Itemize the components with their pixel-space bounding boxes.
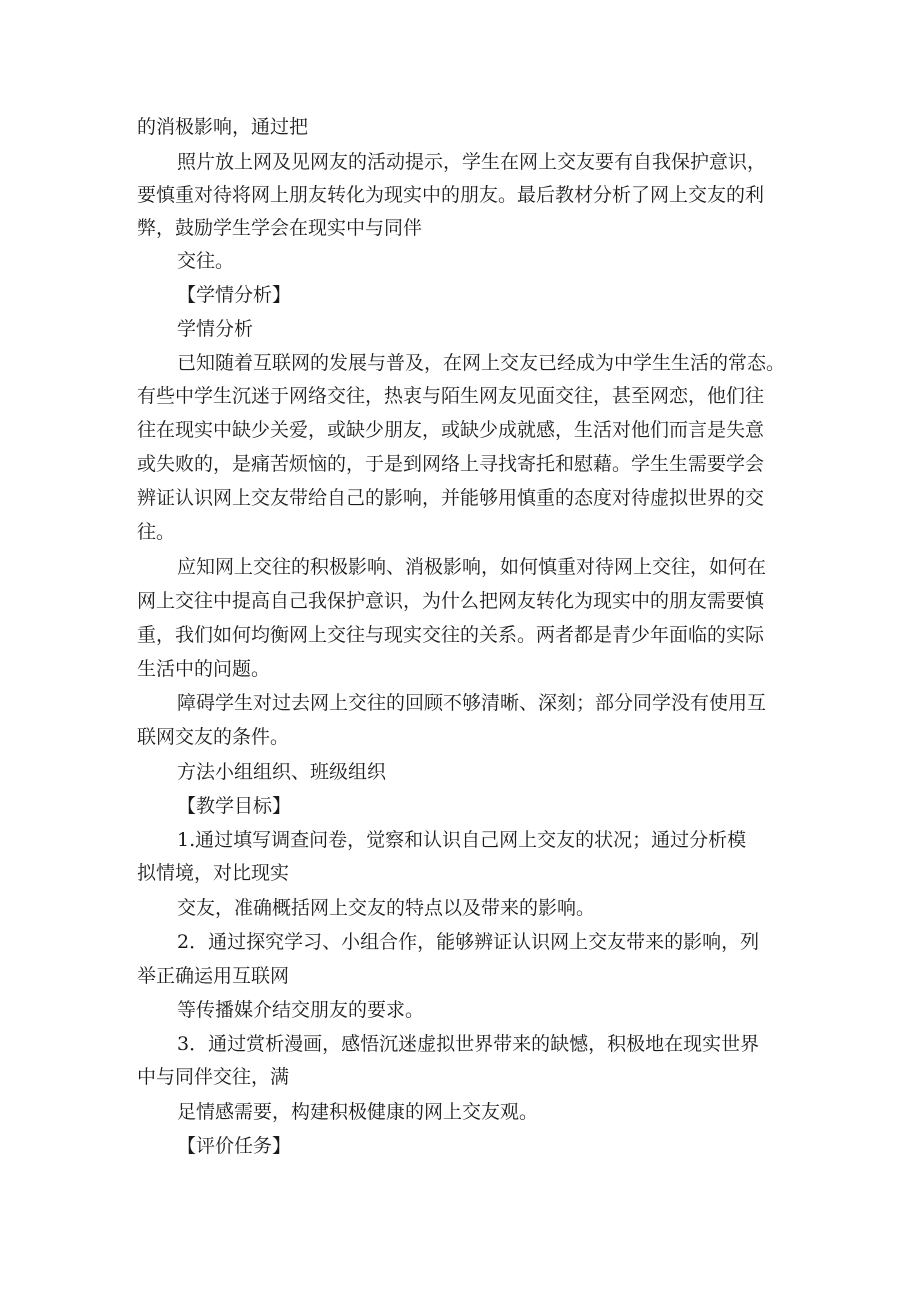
list-item: 3．通过赏析漫画，感悟沉迷虚拟世界带来的缺憾，积极地在现实世界 (177, 1033, 760, 1055)
text-line: 的消极影响，通过把 (137, 116, 309, 138)
section-heading: 【学情分析】 (177, 284, 292, 306)
text-line: 弊，鼓励学生学会在现实中与同伴 (137, 217, 423, 239)
text-line: 往在现实中缺少关爱，或缺少朋友，或缺少成就感，生活对他们而言是失意 (137, 419, 765, 441)
section-heading: 【评价任务】 (177, 1135, 292, 1157)
text-line: 拟情境，对比现实 (137, 862, 290, 884)
section-heading: 【教学目标】 (177, 795, 292, 817)
text-line: 要慎重对待将网上朋友转化为现实中的朋友。最后教材分析了网上交友的利 (137, 184, 765, 206)
text-line: 联网交友的条件。 (137, 726, 290, 748)
text-line: 已知随着互联网的发展与普及，在网上交友已经成为中学生生活的常态。 (177, 352, 786, 374)
list-item: 1.通过填写调查问卷，觉察和认识自己网上交友的状况；通过分析模 (177, 829, 747, 851)
text-line: 交友，准确概括网上交友的特点以及带来的影响。 (177, 897, 596, 919)
text-line: 举正确运用互联网 (137, 965, 290, 987)
text-line: 往。 (137, 521, 176, 543)
text-line: 生活中的问题。 (137, 658, 271, 680)
text-line: 等传播媒介结交朋友的要求。 (177, 999, 425, 1021)
text-line: 方法小组组织、班级组织 (177, 761, 387, 783)
text-line: 或失败的，是痛苦烦恼的，于是到网络上寻找寄托和慰藉。学生生需要学会 (137, 453, 765, 475)
subheading: 学情分析 (177, 318, 254, 340)
text-line: 网上交往中提高自己我保护意识，为什么把网友转化为现实中的朋友需要慎 (137, 590, 765, 612)
text-line: 障碍学生对过去网上交往的回顾不够清晰、深刻；部分同学没有使用互 (177, 692, 767, 714)
list-item: 2．通过探究学习、小组合作，能够辨证认识网上交友带来的影响，列 (177, 931, 760, 953)
text-line: 重，我们如何均衡网上交往与现实交往的关系。两者都是青少年面临的实际 (137, 624, 765, 646)
text-line: 辨证认识网上交友带给自己的影响，并能够用慎重的态度对待虚拟世界的交 (137, 487, 765, 509)
text-line: 应知网上交往的积极影响、消极影响，如何慎重对待网上交往，如何在 (177, 556, 767, 578)
text-line: 有些中学生沉迷于网络交往，热衷与陌生网友见面交往，甚至网恋，他们往 (137, 385, 765, 407)
text-line: 足情感需要，构建积极健康的网上交友观。 (177, 1101, 539, 1123)
text-line: 中与同伴交往，满 (137, 1066, 290, 1088)
text-line: 交往。 (177, 250, 235, 272)
text-line: 照片放上网及见网友的活动提示，学生在网上交友要有自我保护意识， (177, 151, 767, 173)
